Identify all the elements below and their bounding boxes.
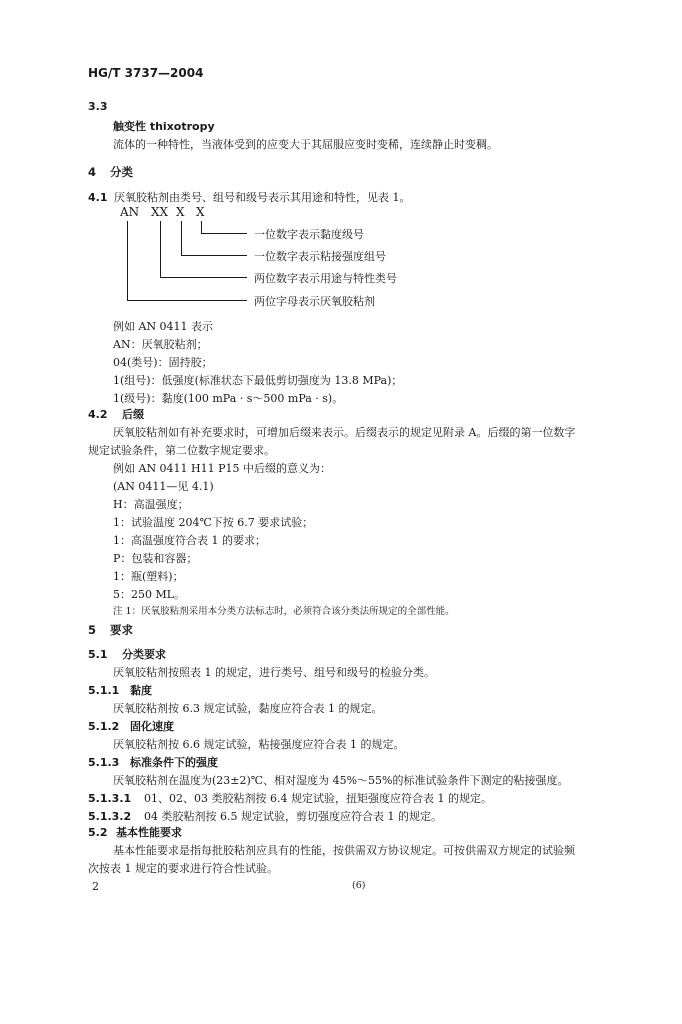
- page-number: 2: [92, 880, 99, 893]
- standard-id: HG/T 3737—2004: [88, 66, 204, 80]
- section-5-title: 要求: [110, 623, 133, 637]
- label-grade: 一位数字表示黏度级号: [254, 228, 364, 241]
- label-group: 一位数字表示粘接强度组号: [254, 250, 386, 263]
- section-5-1-1-text: 厌氧胶粘剂按 6.3 规定试验，黏度应符合表 1 的规定。: [113, 702, 383, 715]
- example-4-2-line-6: P：包装和容器；: [113, 552, 198, 565]
- label-class: 两位数字表示用途与特性类号: [254, 272, 397, 285]
- example-4-1-line-5: 1(级号)：黏度(100 mPa · s～500 mPa · s)。: [113, 392, 344, 405]
- example-4-1-line-3: 04(类号)：固持胶；: [113, 356, 213, 369]
- section-3-3-number: 3.3: [88, 100, 108, 113]
- code-x-group: X: [176, 205, 185, 219]
- section-5-1-3-1-text: 01、02、03 类胶粘剂按 6.4 规定试验，扭矩强度应符合表 1 的规定。: [144, 792, 492, 805]
- connector-an-vertical: [127, 221, 128, 301]
- section-5-2-heading: [88, 824, 182, 840]
- section-5-1-1-number: 5.1.1: [88, 684, 120, 697]
- connector-class-vertical: [160, 221, 161, 278]
- section-4-number: 4: [88, 165, 97, 179]
- section-4-heading: [88, 164, 133, 180]
- label-an: 两位字母表示厌氧胶粘剂: [254, 295, 375, 308]
- section-5-1-3-2-text: 04 类胶粘剂按 6.5 规定试验，剪切强度应符合表 1 的规定。: [144, 810, 442, 823]
- example-4-2-line-2: (AN 0411—见 4.1): [113, 480, 214, 493]
- example-4-2-line-3: H：高温强度；: [113, 498, 189, 511]
- section-5-number: 5: [88, 623, 97, 637]
- section-4-1-line: [88, 189, 411, 205]
- section-4-title: 分类: [110, 165, 133, 179]
- section-3-3-definition: 流体的一种特性，当液体受到的应变大于其屈服应变时变稀，连续静止时变稠。: [113, 138, 498, 151]
- code-xx: XX: [151, 205, 169, 219]
- section-5-1-3-number: 5.1.3: [88, 756, 120, 769]
- section-4-2-heading: [88, 406, 144, 422]
- section-5-1-3-1-line: [88, 790, 492, 806]
- section-5-2-number: 5.2: [88, 826, 108, 839]
- section-4-2-para-2: 规定试验条件，第二位数字规定要求。: [88, 444, 275, 457]
- section-5-1-2-number: 5.1.2: [88, 720, 120, 733]
- section-5-1-3-text: 厌氧胶粘剂在温度为(23±2)℃、相对湿度为 45%～55%的标准试验条件下测定的粘接强度。: [113, 774, 569, 787]
- example-4-1-line-4: 1(组号)：低强度(标准状态下最低剪切强度为 13.8 MPa)；: [113, 374, 403, 387]
- section-5-1-2-text: 厌氧胶粘剂按 6.6 规定试验，粘接强度应符合表 1 的规定。: [113, 738, 405, 751]
- section-5-1-title: 分类要求: [122, 648, 166, 661]
- section-5-1-2-heading: [88, 718, 174, 734]
- connector-class-horizontal: [160, 277, 247, 278]
- section-5-2-title: 基本性能要求: [116, 826, 182, 839]
- code-an: AN: [120, 205, 140, 219]
- section-5-1-heading: [88, 646, 166, 662]
- example-4-2-line-7: 1：瓶(塑料)；: [113, 570, 184, 583]
- code-x-grade: X: [196, 205, 205, 219]
- example-4-1-line-1: 例如 AN 0411 表示: [113, 320, 214, 333]
- section-5-heading: [88, 622, 133, 638]
- section-5-2-para-1: 基本性能要求是指每批胶粘剂应具有的性能，按供需双方协议规定。可按供需双方规定的试验频: [113, 844, 575, 857]
- section-5-1-1-title: 黏度: [130, 684, 152, 697]
- section-5-1-3-2-number: 5.1.3.2: [88, 810, 132, 823]
- section-5-1-3-1-number: 5.1.3.1: [88, 792, 132, 805]
- section-4-2-number: 4.2: [88, 408, 108, 421]
- note-1: 注 1：厌氧胶粘剂采用本分类方法标志时，必须符合该分类法所规定的全部性能。: [113, 606, 455, 617]
- example-4-1-line-2: AN：厌氧胶粘剂；: [113, 338, 208, 351]
- section-5-1-text: 厌氧胶粘剂按照表 1 的规定，进行类号、组号和级号的检验分类。: [113, 666, 435, 679]
- example-4-2-line-1: 例如 AN 0411 H11 P15 中后缀的意义为：: [113, 462, 332, 475]
- connector-group-vertical: [181, 221, 182, 256]
- section-5-1-1-heading: [88, 682, 152, 698]
- print-mark: (6): [352, 880, 366, 891]
- section-5-1-3-title: 标准条件下的强度: [130, 756, 218, 769]
- section-4-2-para-1: 厌氧胶粘剂如有补充要求时，可增加后缀来表示。后缀表示的规定见附录 A。后缀的第一位数字: [113, 426, 576, 439]
- section-4-1-number: 4.1: [88, 191, 108, 204]
- example-4-2-line-5: 1：高温强度符合表 1 的要求；: [113, 534, 266, 547]
- section-5-1-3-2-line: [88, 808, 442, 824]
- section-5-2-para-2: 次按表 1 规定的要求进行符合性试验。: [88, 862, 278, 875]
- section-5-1-number: 5.1: [88, 648, 108, 661]
- section-4-2-title: 后缀: [122, 408, 144, 421]
- example-4-2-line-4: 1：试验温度 204℃下按 6.7 要求试验；: [113, 516, 314, 529]
- section-5-1-2-title: 固化速度: [130, 720, 174, 733]
- example-4-2-line-8: 5：250 ML。: [113, 588, 186, 601]
- connector-an-horizontal: [127, 300, 247, 301]
- connector-group-horizontal: [181, 255, 247, 256]
- section-3-3-term: 触变性 thixotropy: [113, 120, 215, 133]
- section-4-1-text: 厌氧胶粘剂由类号、组号和级号表示其用途和特性，见表 1。: [114, 191, 411, 204]
- section-5-1-3-heading: [88, 754, 218, 770]
- connector-grade-horizontal: [201, 233, 247, 234]
